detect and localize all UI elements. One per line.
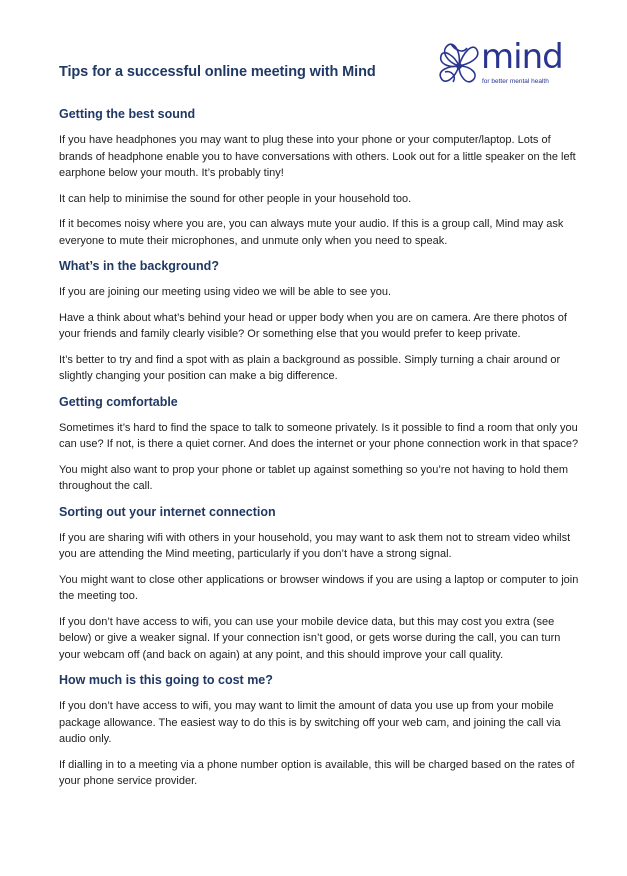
body-paragraph: Have a think about what’s behind your head or upper body when you are on camera. Are there photos of your friends and family clearly visible? Or something else that you would prefer to keep private.	[59, 311, 567, 340]
section-heading: Sorting out your internet connection	[59, 504, 276, 519]
body-paragraph: If you don’t have access to wifi, you may want to limit the amount of data you use up from your mobile package allowance. The easiest way to do this is by switching off your web cam, and joining the call via audio only.	[59, 700, 561, 745]
mind-logo	[437, 36, 577, 96]
body-paragraph: You might also want to prop your phone or tablet up against something so you’re not having to hold them throughout the call.	[59, 463, 568, 492]
body-paragraph: If you are joining our meeting using video we will be able to see you.	[59, 286, 392, 298]
body-paragraph: You might want to close other applications or browser windows if you are using a laptop or computer to join the meeting too.	[59, 573, 579, 602]
document-body	[59, 100, 579, 799]
logo-wordmark: mind	[481, 37, 563, 77]
body-paragraph: If you have headphones you may want to plug these into your phone or your computer/laptop. Lots of brands of headphone enable you to have conversations with others. Look out for a little speaker on the left earphone below your mouth. It’s probably tiny!	[59, 134, 576, 179]
body-paragraph: If you don’t have access to wifi, you can use your mobile device data, but this may cost you extra (see below) or give a weaker signal. If your connection isn’t good, or gets worse during the call, you can turn your webcam off (and back on again) at any point, and this should improve your call quality.	[59, 615, 561, 661]
document-title: Tips for a successful online meeting with Mind	[59, 64, 376, 80]
body-paragraph: It can help to minimise the sound for other people in your household too.	[59, 192, 412, 205]
section-heading: What’s in the background?	[59, 259, 219, 273]
body-paragraph: If it becomes noisy where you are, you can always mute your audio. If this is a group call, Mind may ask everyone to mute their microphones, and unmute only when you need to speak.	[59, 218, 564, 247]
body-paragraph: If you are sharing wifi with others in your household, you may want to ask them not to stream video whilst you are attending the Mind meeting, particularly if you don’t have a strong signal.	[59, 531, 571, 560]
body-paragraph: If dialling in to a meeting via a phone number option is available, this will be charged based on the rates of your phone service provider.	[59, 758, 575, 787]
section-heading: Getting the best sound	[59, 107, 196, 121]
body-paragraph: Sometimes it’s hard to find the space to talk to someone privately. Is it possible to find a room that only you can use? If not, is there a quiet corner. And does the internet or your phone connection work in that space?	[59, 421, 579, 450]
body-paragraph: It’s better to try and find a spot with as plain a background as possible. Simply turning a chair around or slightly changing your position can make a big difference.	[59, 353, 561, 382]
logo-tagline: for better mental health	[482, 78, 549, 85]
section-heading: How much is this going to cost me?	[59, 673, 273, 687]
section-heading: Getting comfortable	[59, 394, 178, 409]
mind-flower-icon	[437, 36, 483, 92]
